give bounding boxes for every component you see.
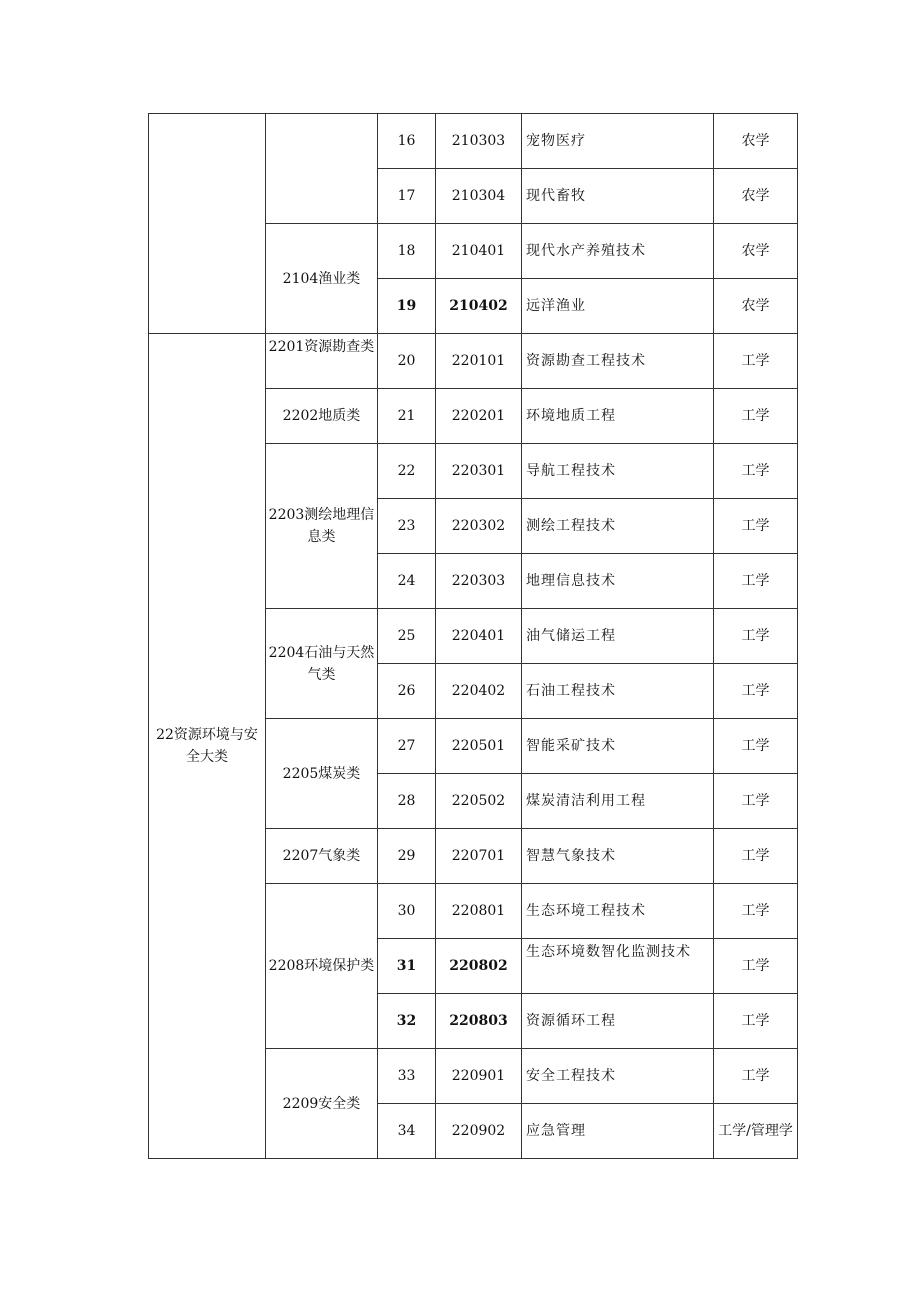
degree-type: 工学 [714,939,798,994]
major-code: 210304 [436,169,522,224]
major-name: 现代水产养殖技术 [522,224,714,279]
major-name: 现代畜牧 [522,169,714,224]
row-number: 22 [378,444,436,499]
degree-type: 工学/管理学 [714,1104,798,1159]
major-name: 测绘工程技术 [522,499,714,554]
group-cell-2201: 2201资源勘查类 [266,334,378,389]
major-code: 220401 [436,609,522,664]
degree-type: 农学 [714,224,798,279]
degree-type: 工学 [714,389,798,444]
degree-type: 农学 [714,169,798,224]
major-name: 石油工程技术 [522,664,714,719]
major-name: 油气储运工程 [522,609,714,664]
degree-type: 工学 [714,499,798,554]
row-number: 31 [378,939,436,994]
row-number: 34 [378,1104,436,1159]
row-number: 16 [378,114,436,169]
major-name: 安全工程技术 [522,1049,714,1104]
major-name: 生态环境数智化监测技术 [522,939,714,994]
group-cell-2103-continued [266,114,378,224]
row-number: 32 [378,994,436,1049]
major-name: 智能采矿技术 [522,719,714,774]
major-code: 220701 [436,829,522,884]
group-cell-2208: 2208环境保护类 [266,884,378,1049]
row-number: 24 [378,554,436,609]
row-number: 21 [378,389,436,444]
row-number: 28 [378,774,436,829]
major-name: 生态环境工程技术 [522,884,714,939]
degree-type: 工学 [714,829,798,884]
major-name: 地理信息技术 [522,554,714,609]
table-row [149,334,798,389]
degree-type: 工学 [714,609,798,664]
degree-type: 工学 [714,774,798,829]
row-number: 20 [378,334,436,389]
table-row [149,114,798,169]
degree-type: 工学 [714,444,798,499]
major-name: 远洋渔业 [522,279,714,334]
row-number: 17 [378,169,436,224]
group-cell-2204: 2204石油与天然气类 [266,609,378,719]
major-name: 环境地质工程 [522,389,714,444]
major-code: 220301 [436,444,522,499]
category-cell-22: 22资源环境与安全大类 [149,334,266,1159]
degree-type: 工学 [714,554,798,609]
major-code: 220902 [436,1104,522,1159]
major-code: 220802 [436,939,522,994]
degree-type: 工学 [714,334,798,389]
row-number: 27 [378,719,436,774]
major-catalog-table [148,113,798,1159]
row-number: 30 [378,884,436,939]
major-name: 应急管理 [522,1104,714,1159]
category-cell-21-continued [149,114,266,334]
degree-type: 工学 [714,994,798,1049]
major-code: 210401 [436,224,522,279]
major-code: 220901 [436,1049,522,1104]
major-name: 宠物医疗 [522,114,714,169]
degree-type: 工学 [714,1049,798,1104]
row-number: 33 [378,1049,436,1104]
row-number: 18 [378,224,436,279]
group-cell-2203: 2203测绘地理信息类 [266,444,378,609]
degree-type: 农学 [714,114,798,169]
degree-type: 工学 [714,884,798,939]
major-name: 资源循环工程 [522,994,714,1049]
row-number: 26 [378,664,436,719]
row-number: 19 [378,279,436,334]
group-cell-2202: 2202地质类 [266,389,378,444]
major-code: 210303 [436,114,522,169]
degree-type: 农学 [714,279,798,334]
major-code: 220101 [436,334,522,389]
group-cell-2205: 2205煤炭类 [266,719,378,829]
major-code: 220303 [436,554,522,609]
major-name: 智慧气象技术 [522,829,714,884]
major-code: 220402 [436,664,522,719]
group-cell-2104: 2104渔业类 [266,224,378,334]
major-code: 220201 [436,389,522,444]
major-name: 煤炭清洁利用工程 [522,774,714,829]
major-code: 220302 [436,499,522,554]
major-code: 220502 [436,774,522,829]
major-name: 导航工程技术 [522,444,714,499]
group-cell-2207: 2207气象类 [266,829,378,884]
row-number: 29 [378,829,436,884]
degree-type: 工学 [714,719,798,774]
row-number: 23 [378,499,436,554]
major-name: 资源勘查工程技术 [522,334,714,389]
degree-type: 工学 [714,664,798,719]
major-code: 220501 [436,719,522,774]
group-cell-2209: 2209安全类 [266,1049,378,1159]
major-code: 220801 [436,884,522,939]
major-code: 210402 [436,279,522,334]
major-code: 220803 [436,994,522,1049]
row-number: 25 [378,609,436,664]
